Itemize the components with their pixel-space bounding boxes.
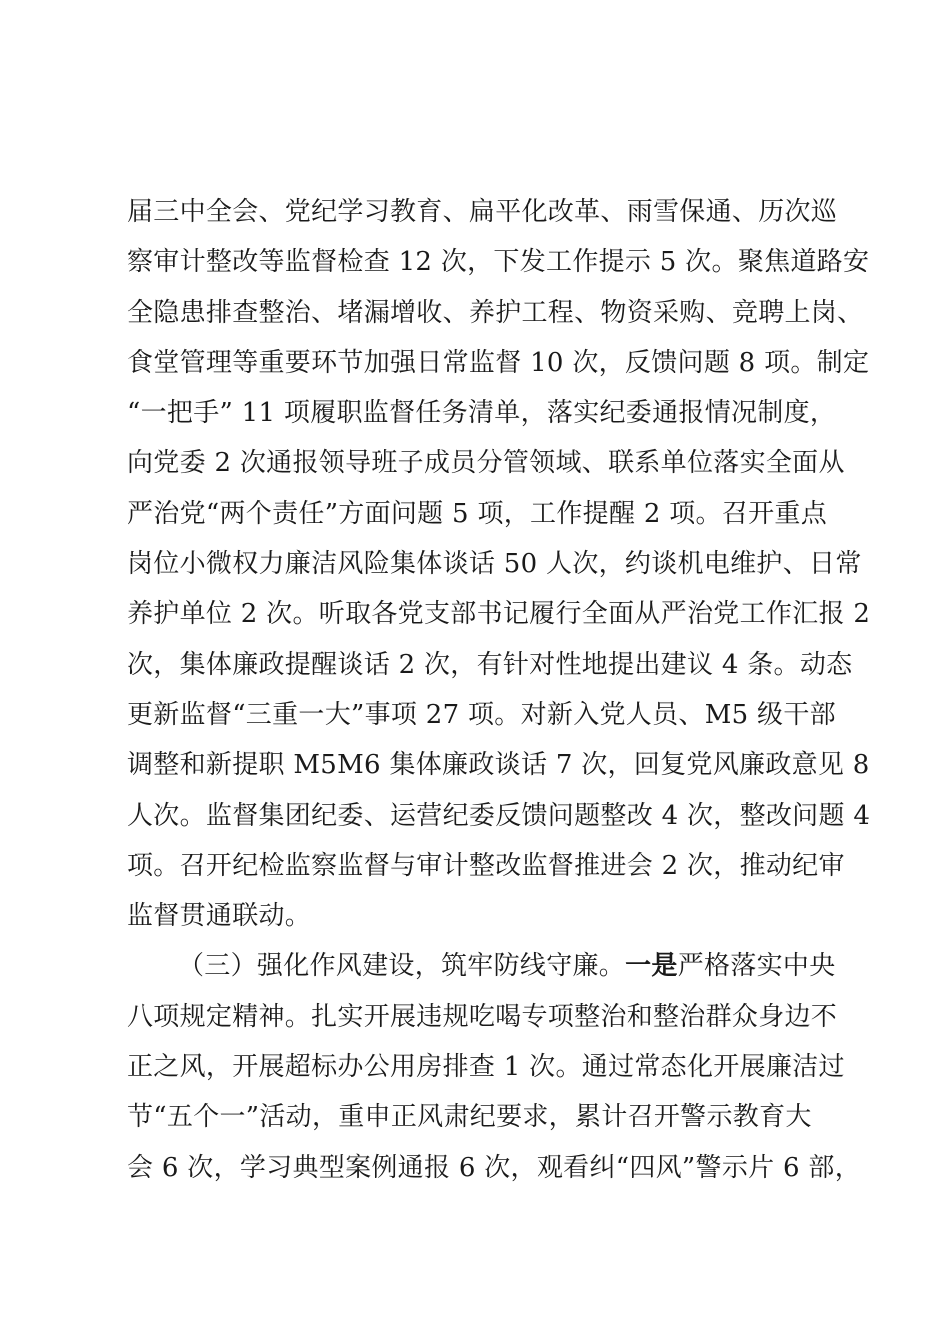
paragraph-line: 察审计整改等监督检查 12 次，下发工作提示 5 次。聚焦道路安	[127, 247, 870, 278]
paragraph-line: 正之风，开展超标办公用房排查 1 次。通过常态化开展廉洁过	[127, 1052, 845, 1083]
paragraph-line: 监督贯通联动。	[127, 901, 312, 932]
paragraph-line: 调整和新提职 M5M6 集体廉政谈话 7 次，回复党风廉政意见 8	[127, 750, 870, 781]
paragraph-line: 向党委 2 次通报领导班子成员分管领域、联系单位落实全面从	[127, 448, 845, 479]
paragraph-line: 全隐患排查整治、堵漏增收、养护工程、物资采购、竞聘上岗、	[127, 297, 864, 328]
paragraph-line: 会 6 次，学习典型案例通报 6 次，观看纠“四风”警示片 6 部，	[127, 1152, 861, 1183]
paragraph-line: 更新监督“三重一大”事项 27 项。对新入党人员、M5 级干部	[127, 699, 836, 730]
section-3-first-line	[127, 941, 857, 991]
paragraph-line: 项。召开纪检监察监督与审计整改监督推进会 2 次，推动纪审	[127, 850, 845, 881]
paragraph-line: 次，集体廉政提醒谈话 2 次，有针对性地提出建议 4 条。动态	[127, 649, 853, 680]
paragraph-line: 人次。监督集团纪委、运营纪委反馈问题整改 4 次，整改问题 4	[127, 800, 871, 831]
paragraph-line: 养护单位 2 次。听取各党支部书记履行全面从严治党工作汇报 2	[127, 599, 871, 630]
paragraph-line: 岗位小微权力廉洁风险集体谈话 50 人次，约谈机电维护、日常	[127, 549, 862, 580]
section-3-first-text: 严格落实中央	[677, 951, 836, 982]
paragraph-line: 严治党“两个责任”方面问题 5 项，工作提醒 2 项。召开重点	[127, 498, 828, 529]
section-3-heading: （三）强化作风建设，筑牢防线守廉。	[178, 951, 626, 982]
body-text	[127, 187, 871, 1193]
section-3-bold-marker: 一是	[625, 951, 678, 982]
paragraph-line: 食堂管理等重要环节加强日常监督 10 次，反馈问题 8 项。制定	[127, 347, 870, 378]
paragraph-line: 节“五个一”活动，重申正风肃纪要求，累计召开警示教育大	[127, 1102, 812, 1133]
paragraph-line: 届三中全会、党纪学习教育、扁平化改革、雨雪保通、历次巡	[127, 197, 838, 227]
paragraph-line: 八项规定精神。扎实开展违规吃喝专项整治和整治群众身边不	[127, 1001, 838, 1032]
paragraph-line: “一把手” 11 项履职监督任务清单，落实纪委通报情况制度，	[127, 398, 837, 429]
